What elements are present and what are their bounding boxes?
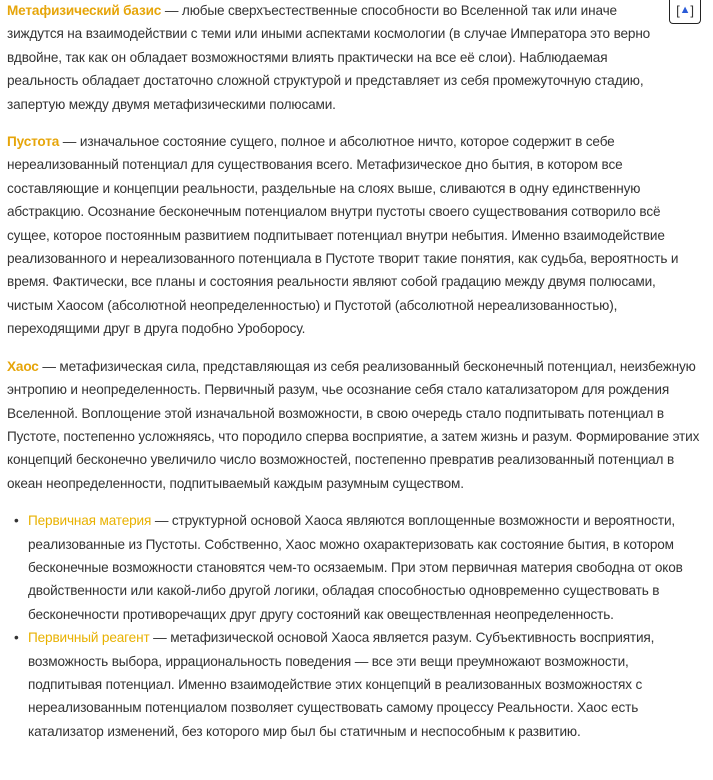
chaos-list	[7, 509, 705, 743]
paragraph-text: — изначальное состояние сущего, полное и абсолютное ничто, которое содержит в себе нереализованный потенциал для существования всего. Метафизическое дно бытия, в котором все составляющие и концепции реальности, раздельные на слоях выше, сливаются в одну единственную абстракцию. Осознание бесконечным потенциалом внутри пустоты своего существования сотворило всё сущее, которое постоянным развитием подпитывает потенциал внутри небытия. Именно взаимодействие реализованного и нереализованного потенциала в Пустоте творит такие понятия, как судьба, вероятность и время. Фактически, все планы и состояния реальности являют собой градацию между двумя полюсами, чистым Хаосом (абсолютной неопределенностью) и Пустотой (абсолютной нереализованностью), переходящими друг в друга подобно Уроборосу.	[7, 134, 679, 337]
list-item	[14, 509, 705, 626]
bullet-icon: •	[14, 630, 19, 646]
link-primary-reagent[interactable]: Первичный реагент	[28, 630, 150, 646]
paragraph-metaphysical-basis	[7, 0, 705, 116]
bullet-icon: •	[14, 513, 19, 529]
paragraph-chaos	[7, 355, 705, 495]
term-metaphysical-basis: Метафизический базис	[7, 3, 162, 18]
term-chaos: Хаос	[7, 358, 39, 374]
bracket-close: ]	[690, 3, 694, 19]
link-primary-matter[interactable]: Первичная материя	[28, 513, 152, 529]
list-item-text: — структурной основой Хаоса являются воплощенные возможности и вероятности, реализованные из Пустоты. Собственно, Хаос можно охарактеризовать как состояние бытия, в котором бесконечные возможности становятся чем-то осязаемым. При этом первичная материя свободна от оков двойственности или какой-либо другой логики, обладая способностью одновременно существовать в бесконечности противоречащих друг другу состояний как овеществленная неопределенность.	[28, 513, 683, 622]
back-to-top-button[interactable]	[669, 0, 701, 24]
paragraph-void	[7, 130, 705, 341]
list-item-text: — метафизической основой Хаоса является разум. Субъективность восприятия, возможность выбора, иррациональность поведения — все эти вещи преумножают возможности, подпитывая потенциал. Именно взаимодействие этих концепций в реализованных возможностях с нереализованным потенциалом позволяет существовать самому процессу Реальности. Хаос есть катализатор изменений, без которого мир был бы статичным и неспособным к развитию.	[28, 630, 655, 739]
paragraph-text: — метафизическая сила, представляющая из себя реализованный бесконечный потенциал, неизбежную энтропию и неопределенность. Первичный разум, чье осознание себя стало катализатором для рождения Вселенной. Воплощение этой изначальной возможности, в свою очередь стало подпитывать потенциал в Пустоте, постепенно усложняясь, что породило сперва восприятие, а затем жизнь и разум. Формирование этих концепций бесконечно увеличило число возможностей, постепенно превратив реализованный потенциал в океан неопределенности, подпитываемый каждым разумным существом.	[7, 358, 700, 491]
bracket-open: [	[676, 3, 680, 19]
paragraph-text: — любые сверхъестественные способности во Вселенной так или иначе зиждутся на взаимодействии с теми или иными аспектами космологии (в случае Императора это верно вдвойне, так как он обладает возможностями влиять практически на все её слои). Наблюдаемая реальность обладает достаточно сложной структурой и представляет из себя промежуточную стадию, запертую между двумя метафизическими полюсами.	[7, 3, 651, 112]
arrow-up-icon: ▲	[679, 4, 691, 17]
list-item	[14, 626, 705, 743]
term-void: Пустота	[7, 134, 60, 150]
